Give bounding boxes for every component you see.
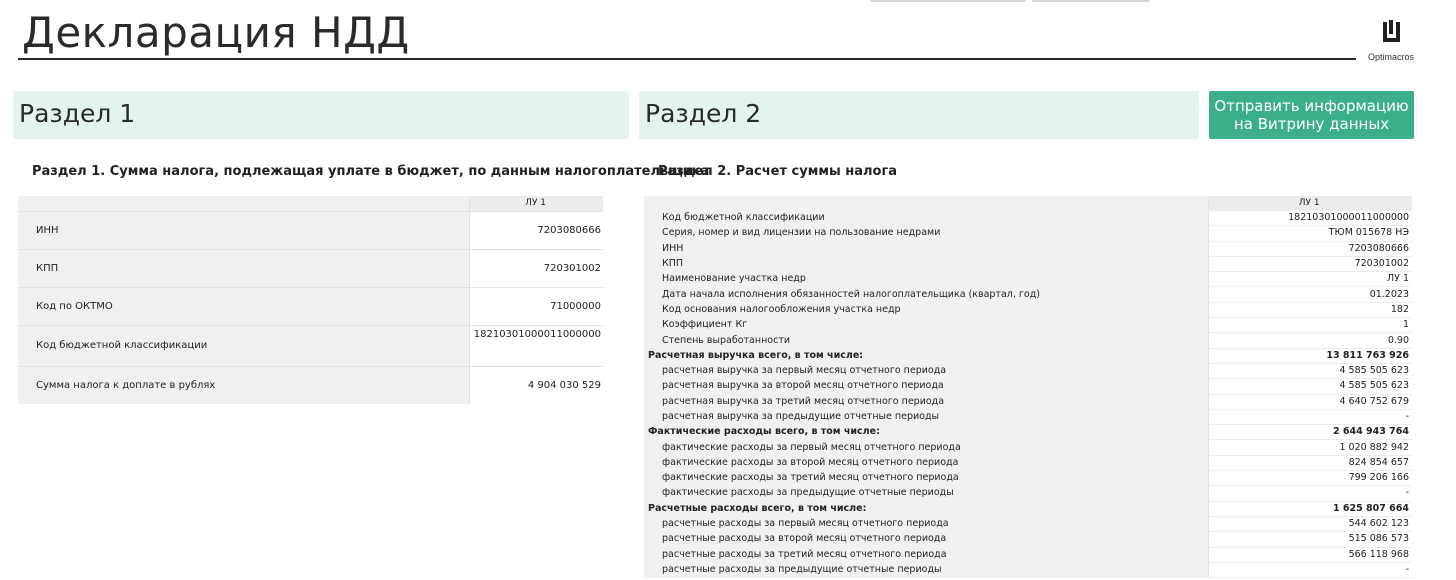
column-header: ЛУ 1 (1209, 196, 1412, 211)
row-value[interactable]: 4 640 752 679 (1209, 394, 1412, 409)
logo-text: Optimacros (1367, 52, 1414, 62)
row-value[interactable]: ЛУ 1 (1209, 272, 1412, 287)
table-row (644, 211, 1412, 226)
row-label: Сумма налога к доплате в рублях (18, 366, 470, 404)
column-header: ЛУ 1 (470, 196, 603, 211)
row-value[interactable]: 7203080666 (1209, 241, 1412, 256)
section-2-heading: Раздел 2. Расчет суммы налога (658, 164, 898, 179)
table-row (644, 287, 1412, 302)
section-2-label: Раздел 2 (645, 99, 762, 128)
table-row (644, 363, 1412, 378)
table-row-total (644, 425, 1412, 440)
table-row (18, 325, 603, 366)
table-row (18, 249, 603, 287)
row-label: Расчетные расходы всего, в том числе: (644, 501, 1209, 516)
table-header-blank (644, 196, 1209, 211)
row-label: расчетная выручка за второй месяц отчетного периода (644, 379, 1209, 394)
table-row (18, 287, 603, 325)
table-row (644, 516, 1412, 531)
row-label: Код бюджетной классификации (644, 211, 1209, 226)
section-1-band (13, 91, 629, 139)
section-2-table (644, 196, 1412, 578)
row-value[interactable]: 566 118 968 (1209, 547, 1412, 562)
section-1-table (18, 196, 603, 404)
optimacros-logo-icon (1380, 20, 1402, 48)
row-value[interactable]: 4 904 030 529 (470, 366, 603, 404)
row-value[interactable]: 0.90 (1209, 333, 1412, 348)
row-value[interactable]: 182 (1209, 302, 1412, 317)
row-label: Код основания налогообложения участка недр (644, 302, 1209, 317)
table-header-row (18, 196, 603, 211)
row-value[interactable]: 13 811 763 926 (1209, 348, 1412, 363)
top-bar (0, 0, 1456, 64)
table-row (644, 318, 1412, 333)
table-row-total (644, 348, 1412, 363)
table-header-blank (18, 196, 470, 211)
table-row (644, 455, 1412, 470)
row-label: Фактические расходы всего, в том числе: (644, 425, 1209, 440)
table-row (644, 379, 1412, 394)
row-label: фактические расходы за второй месяц отчетного периода (644, 455, 1209, 470)
row-label: фактические расходы за третий месяц отчетного периода (644, 471, 1209, 486)
section-2-band (639, 91, 1199, 139)
table-row (18, 211, 603, 249)
row-value[interactable]: 720301002 (470, 249, 603, 287)
page-title: Декларация НДД (22, 8, 410, 57)
row-value[interactable]: ТЮМ 015678 НЭ (1209, 226, 1412, 241)
row-value[interactable]: 2 644 943 764 (1209, 425, 1412, 440)
row-value[interactable]: 1 020 882 942 (1209, 440, 1412, 455)
row-label: Код бюджетной классификации (18, 325, 470, 366)
row-label: Наименование участка недр (644, 272, 1209, 287)
row-value[interactable]: - (1209, 562, 1412, 577)
row-label: Дата начала исполнения обязанностей налогоплательщика (квартал, год) (644, 287, 1209, 302)
row-value[interactable]: - (1209, 486, 1412, 501)
row-label: Коэффициент Кг (644, 318, 1209, 333)
row-value[interactable]: 18210301000011000000 (1209, 211, 1412, 226)
title-underline (18, 58, 1356, 60)
row-label: ИНН (18, 211, 470, 249)
row-value[interactable]: 544 602 123 (1209, 516, 1412, 531)
section-1-heading: Раздел 1. Сумма налога, подлежащая уплате в бюджет, по данным налогоплательщика (32, 164, 710, 179)
top-control-left[interactable] (870, 0, 1026, 2)
row-value[interactable]: 18210301000011000000 (470, 325, 603, 366)
row-value[interactable]: 4 585 505 623 (1209, 363, 1412, 378)
row-label: расчетная выручка за третий месяц отчетного периода (644, 394, 1209, 409)
row-value[interactable]: 4 585 505 623 (1209, 379, 1412, 394)
table-row (644, 241, 1412, 256)
row-value[interactable]: 515 086 573 (1209, 532, 1412, 547)
table-row (644, 562, 1412, 577)
table-row (644, 302, 1412, 317)
row-value[interactable]: 71000000 (470, 287, 603, 325)
table-row (644, 333, 1412, 348)
send-to-data-showcase-button[interactable]: Отправить информацию на Витрину данных (1209, 91, 1414, 139)
row-value[interactable]: 824 854 657 (1209, 455, 1412, 470)
row-label: КПП (18, 249, 470, 287)
row-label: расчетная выручка за предыдущие отчетные периоды (644, 409, 1209, 424)
table-row (644, 272, 1412, 287)
table-row (644, 547, 1412, 562)
row-label: Расчетная выручка всего, в том числе: (644, 348, 1209, 363)
row-label: расчетная выручка за первый месяц отчетного периода (644, 363, 1209, 378)
row-label: Серия, номер и вид лицензии на пользование недрами (644, 226, 1209, 241)
table-row (644, 226, 1412, 241)
row-value[interactable]: 7203080666 (470, 211, 603, 249)
table-row (644, 486, 1412, 501)
row-value[interactable]: 720301002 (1209, 256, 1412, 271)
row-label: расчетные расходы за первый месяц отчетного периода (644, 516, 1209, 531)
section-1-label: Раздел 1 (19, 99, 136, 128)
row-label: фактические расходы за первый месяц отчетного периода (644, 440, 1209, 455)
row-label: Степень выработанности (644, 333, 1209, 348)
row-value[interactable]: 01.2023 (1209, 287, 1412, 302)
table-header-row (644, 196, 1412, 211)
table-row (644, 532, 1412, 547)
table-row (18, 366, 603, 404)
row-label: КПП (644, 256, 1209, 271)
row-label: ИНН (644, 241, 1209, 256)
table-row (644, 409, 1412, 424)
row-label: Код по ОКТМО (18, 287, 470, 325)
row-value[interactable]: 1 (1209, 318, 1412, 333)
row-label: фактические расходы за предыдущие отчетные периоды (644, 486, 1209, 501)
row-label: расчетные расходы за третий месяц отчетного периода (644, 547, 1209, 562)
table-row (644, 256, 1412, 271)
table-row (644, 394, 1412, 409)
top-control-right[interactable] (1032, 0, 1150, 2)
table-row (644, 440, 1412, 455)
table-row-total (644, 501, 1412, 516)
row-label: расчетные расходы за предыдущие отчетные периоды (644, 562, 1209, 577)
row-label: расчетные расходы за второй месяц отчетного периода (644, 532, 1209, 547)
row-value[interactable]: 799 206 166 (1209, 471, 1412, 486)
optimacros-logo (1360, 20, 1422, 64)
row-value[interactable]: 1 625 807 664 (1209, 501, 1412, 516)
table-row (644, 471, 1412, 486)
row-value[interactable]: - (1209, 409, 1412, 424)
